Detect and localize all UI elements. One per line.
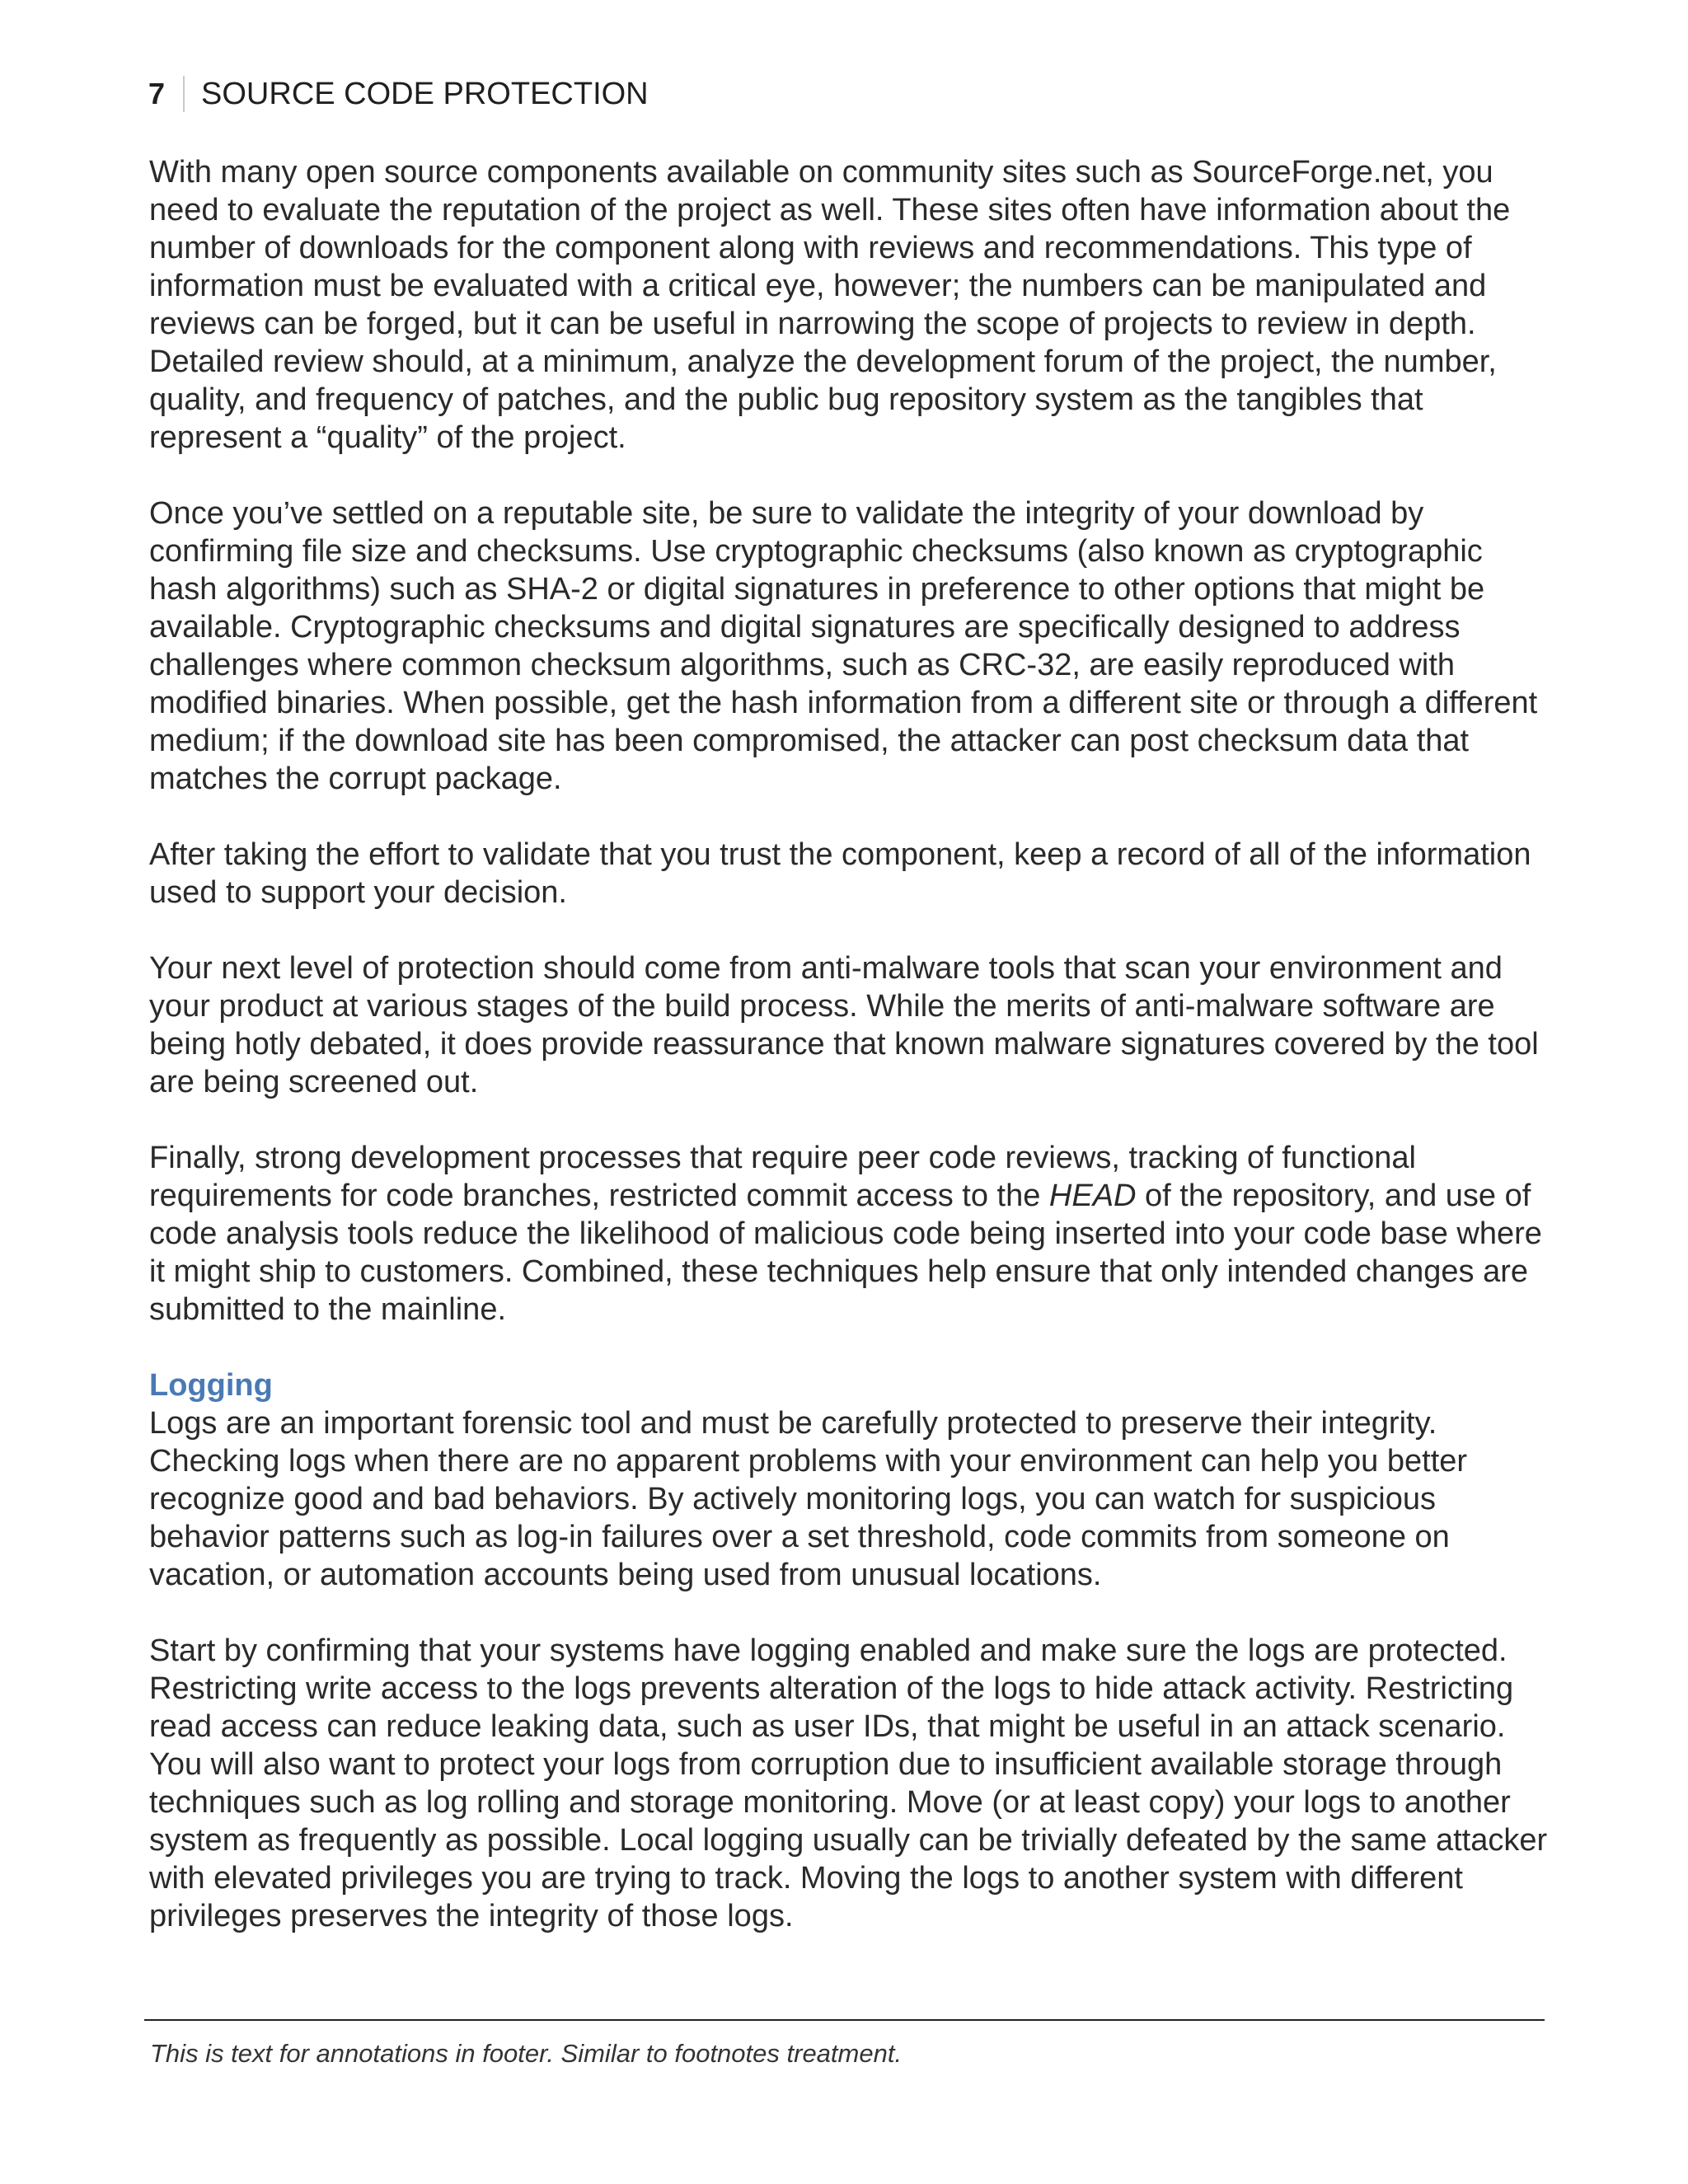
- paragraph-text-segment: of the repository, and use of code analysis tools reduce the likelihood of malicious code being inserted into your code base where it might ship to customers. Combined, these techniques help ensure that only intended changes are submitted to the mainline.: [149, 1179, 1542, 1327]
- main-content: [149, 153, 1550, 1935]
- paragraph-validate-integrity: Once you’ve settled on a reputable site, be sure to validate the integrity of your download by confirming file size and checksums. Use cryptographic checksums (also known as cryptographic hash algorithms) such as SHA-2 or digital signatures in preference to other options that might be available. Cryptographic checksums and digital signatures are specifically designed to address challenges where common checksum algorithms, such as CRC-32, are easily reproduced with modified binaries. When possible, get the hash information from a different site or through a different medium; if the download site has been compromised, the attacker can post checksum data that matches the corrupt package.: [149, 496, 1538, 796]
- paragraph-confirm-logging: Start by confirming that your systems have logging enabled and make sure the logs are protected. Restricting write access to the logs prevents alteration of the logs to hide attack activity. Restricting read access can reduce leaking data, such as user IDs, that might be useful in an attack scenario. You will also want to protect your logs from corruption due to insufficient available storage through techniques such as log rolling and storage monitoring. Move (or at least copy) your logs to another system as frequently as possible. Local logging usually can be trivially defeated by the same attacker with elevated privileges you are trying to track. Moving the logs to another system with different privileges preserves the integrity of those logs.: [149, 1633, 1548, 1933]
- paragraph-keep-record: After taking the effort to validate that you trust the component, keep a record of all of the information used to support your decision.: [149, 837, 1531, 910]
- paragraph-development-processes: [149, 1139, 1550, 1329]
- running-title: SOURCE CODE PROTECTION: [201, 77, 649, 111]
- section-heading-logging: Logging: [149, 1368, 273, 1403]
- paragraph-anti-malware: Your next level of protection should come from anti-malware tools that scan your environment and your product at various stages of the build process. While the merits of anti-malware software are being hotly debated, it does provide reassurance that known malware signatures covered by the tool are being screened out.: [149, 951, 1539, 1099]
- footer-divider: [144, 2019, 1545, 2021]
- paragraph-logs-forensic: Logs are an important forensic tool and must be carefully protected to preserve their integrity. Checking logs when there are no apparent problems with your environment can help you better recognize good and bad behaviors. By actively monitoring logs, you can watch for suspicious behavior patterns such as log-in failures over a set threshold, code commits from someone on vacation, or automation accounts being used from unusual locations.: [149, 1406, 1468, 1592]
- page-header: [148, 74, 649, 114]
- paragraph-open-source-reputation: With many open source components available on community sites such as SourceForge.net, you need to evaluate the reputation of the project as well. These sites often have information about the number of downloads for the component along with reviews and recommendations. This type of information must be evaluated with a critical eye, however; the numbers can be manipulated and reviews can be forged, but it can be useful in narrowing the scope of projects to review in depth. Detailed review should, at a minimum, analyze the development forum of the project, the number, quality, and frequency of patches, and the public bug repository system as the tangibles that represent a “quality” of the project.: [149, 155, 1511, 455]
- head-term: HEAD: [1048, 1179, 1137, 1213]
- footer-annotation: This is text for annotations in footer. Similar to footnotes treatment.: [150, 2039, 903, 2068]
- header-divider: [183, 76, 185, 112]
- paragraph-text-segment: Finally, strong development processes that require peer code reviews, tracking of functional requirements for code branches, restricted commit access to the: [149, 1141, 1416, 1213]
- page-number: 7: [148, 77, 166, 110]
